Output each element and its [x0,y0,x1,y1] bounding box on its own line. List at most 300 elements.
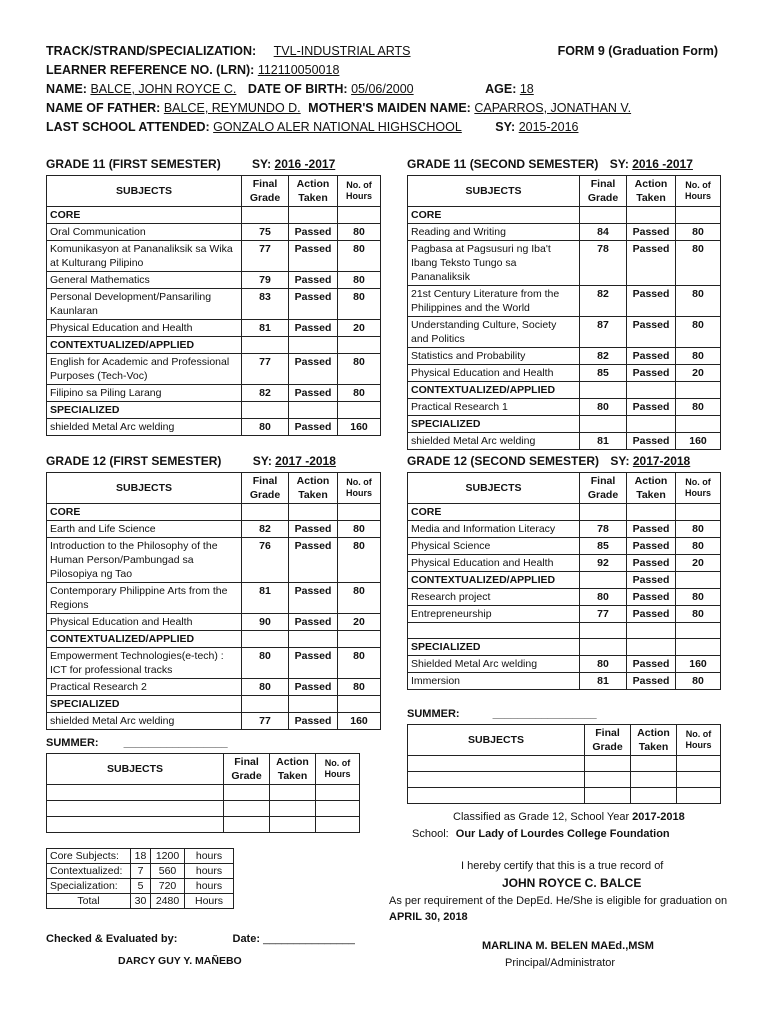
hours-cell: 80 [676,317,721,348]
empty-cell [316,801,360,817]
category-label: CONTEXTUALIZED/APPLIED [47,631,242,648]
hours-cell: 80 [676,224,721,241]
g11s2-heading: GRADE 11 (SECOND SEMESTER) SY: 2016 -2017 [407,157,693,171]
action-taken-header: Action Taken [289,176,338,207]
father-value: BALCE, REYMUNDO D. [163,101,301,115]
action-cell: Passed [289,289,338,320]
grade-cell: 81 [580,673,627,690]
grade-cell: 81 [242,320,289,337]
totals-hours: 1200 [151,849,185,864]
subject-cell: Komunikasyon at Pananaliksik sa Wika at Kulturang Pilipino [47,241,242,272]
subject-cell: Immersion [408,673,580,690]
hours-cell: 80 [676,538,721,555]
totals-label: Specialization: [47,879,131,894]
hours-cell [338,402,381,419]
grade-cell: 76 [242,538,289,583]
header-row [408,176,721,207]
action-cell: Passed [627,521,676,538]
grade-cell: 87 [580,317,627,348]
subject-row [408,589,721,606]
action-taken-header: Action Taken [289,473,338,504]
grade-cell: 80 [580,589,627,606]
action-cell: Passed [289,385,338,402]
grade-cell [580,382,627,399]
action-cell: Passed [627,365,676,382]
action-cell [627,416,676,433]
action-cell [627,639,676,656]
hours-cell: 80 [338,583,381,614]
track-value: TVL-INDUSTRIAL ARTS [273,44,411,58]
hours-cell [338,337,381,354]
subject-row [408,656,721,673]
empty-cell [585,756,631,772]
subject-row [408,286,721,317]
hours-cell: 80 [338,679,381,696]
hours-header: No. of Hours [338,176,381,207]
empty-cell [677,788,721,804]
subjects-header: SUBJECTS [408,176,580,207]
action-cell [627,207,676,224]
hours-cell: 80 [676,241,721,286]
category-row [408,504,721,521]
totals-unit: Hours [185,894,234,909]
grade-cell: 82 [242,385,289,402]
action-cell [289,337,338,354]
empty-cell [408,788,585,804]
action-taken-header: Action Taken [631,725,677,756]
totals-hours: 720 [151,879,185,894]
subject-row [408,673,721,690]
action-cell: Passed [627,317,676,348]
category-row [47,207,381,224]
empty-cell [224,785,270,801]
category-row [408,207,721,224]
subject-row [408,224,721,241]
subject-row [47,648,381,679]
subject-cell: Pagbasa at Pagsusuri ng Iba't Ibang Teksto Tungo sa Pananaliksik [408,241,580,286]
hours-header: No. of Hours [676,473,721,504]
school-classified-line: School: Our Lady of Lourdes College Foundation [412,828,670,840]
header-row [408,725,721,756]
subject-row [408,623,721,639]
grade-cell [580,416,627,433]
category-row [47,504,381,521]
totals-unit: hours [185,849,234,864]
subject-cell: Oral Communication [47,224,242,241]
category-row [408,639,721,656]
category-label: SPECIALIZED [408,639,580,656]
grade-cell [580,572,627,589]
hours-cell: 80 [676,589,721,606]
grade-table-g12-first-semester [46,472,381,730]
hours-cell: 20 [338,614,381,631]
final-grade-header: Final Grade [242,473,289,504]
g12s1-heading: GRADE 12 (FIRST SEMESTER) SY: 2017 -2018 [46,454,336,468]
category-label: CORE [408,207,580,224]
action-cell: Passed [627,572,676,589]
empty-cell [270,817,316,833]
track-line: TRACK/STRAND/SPECIALIZATION: TVL-INDUSTRIAL ARTS [46,44,411,58]
subject-cell: 21st Century Literature from the Philippines and the World [408,286,580,317]
final-grade-header: Final Grade [580,473,627,504]
hours-cell: 80 [338,241,381,272]
grade-cell: 92 [580,555,627,572]
grade-cell: 84 [580,224,627,241]
hours-cell: 160 [338,713,381,730]
category-row [408,382,721,399]
dob-value: 05/06/2000 [351,82,414,96]
category-label: SPECIALIZED [47,402,242,419]
hours-cell: 80 [676,521,721,538]
checked-line: Checked & Evaluated by: Date: _______________ [46,933,355,945]
grade-cell: 81 [242,583,289,614]
totals-label: Total [47,894,131,909]
totals-label: Contextualized: [47,864,131,879]
header-row [47,473,381,504]
summer-table-right [407,724,721,804]
subject-cell: Empowerment Technologies(e-tech) : ICT for professional tracks [47,648,242,679]
subject-row [47,419,381,436]
grade-cell: 80 [242,648,289,679]
hours-header: No. of Hours [676,176,721,207]
summer-empty-row [408,788,721,804]
grade-cell: 77 [242,354,289,385]
name-line: NAME: BALCE, JOHN ROYCE C. DATE OF BIRTH: 05/06/2000 AGE: 18 [46,82,534,96]
subjects-header: SUBJECTS [47,176,242,207]
action-cell [627,623,676,639]
empty-cell [631,788,677,804]
hours-cell: 20 [338,320,381,337]
subject-row [47,272,381,289]
totals-unit: hours [185,864,234,879]
grade-cell: 80 [242,419,289,436]
category-row [47,337,381,354]
subject-cell: shielded Metal Arc welding [47,419,242,436]
totals-count: 7 [131,864,151,879]
empty-cell [316,785,360,801]
grade-cell: 77 [242,713,289,730]
action-cell: Passed [627,589,676,606]
empty-cell [47,801,224,817]
empty-cell [585,772,631,788]
totals-hours: 2480 [151,894,185,909]
action-cell: Passed [289,354,338,385]
certify-line: I hereby certify that this is a true record of [461,860,664,872]
empty-cell [47,817,224,833]
grade-cell: 82 [242,521,289,538]
action-cell: Passed [627,656,676,673]
action-cell: Passed [627,224,676,241]
grade-cell [242,504,289,521]
hours-cell: 80 [338,224,381,241]
subject-row [47,241,381,272]
hours-cell [676,504,721,521]
subject-row [408,555,721,572]
header-row [408,473,721,504]
action-cell: Passed [289,521,338,538]
subject-cell: English for Academic and Professional Purposes (Tech-Voc) [47,354,242,385]
action-cell [289,207,338,224]
summer-empty-row [408,772,721,788]
hours-cell: 20 [676,365,721,382]
category-label: CONTEXTUALIZED/APPLIED [47,337,242,354]
summer-empty-row [47,785,360,801]
hours-cell: 20 [676,555,721,572]
empty-cell [677,756,721,772]
evaluator-name: DARCY GUY Y. MAÑEBO [118,955,242,967]
action-cell: Passed [289,679,338,696]
empty-cell [47,785,224,801]
subject-row [408,399,721,416]
school-value: GONZALO ALER NATIONAL HIGHSCHOOL [213,120,462,134]
summer-empty-row [47,817,360,833]
grade-cell: 80 [242,679,289,696]
hours-cell: 80 [338,648,381,679]
action-cell: Passed [289,272,338,289]
grade-cell: 75 [242,224,289,241]
principal-name: MARLINA M. BELEN MAEd.,MSM [482,940,654,952]
grade-cell [580,639,627,656]
action-cell: Passed [627,348,676,365]
subject-cell: Physical Education and Health [47,614,242,631]
subject-row [408,365,721,382]
subject-row [408,241,721,286]
summer-label-left: SUMMER: _________________ [46,737,228,749]
subject-row [47,614,381,631]
parents-line: NAME OF FATHER: BALCE, REYMUNDO D. MOTHER'S MAIDEN NAME: CAPARROS, JONATHAN V. [46,101,632,115]
category-label: CORE [47,504,242,521]
totals-count: 18 [131,849,151,864]
subject-row [47,538,381,583]
action-cell: Passed [627,399,676,416]
action-cell: Passed [289,241,338,272]
subject-row [47,385,381,402]
category-row [408,416,721,433]
action-cell: Passed [289,224,338,241]
hours-header: No. of Hours [338,473,381,504]
totals-label: Core Subjects: [47,849,131,864]
category-label: SPECIALIZED [47,696,242,713]
subject-row [408,538,721,555]
subject-row [47,521,381,538]
subject-cell: Physical Education and Health [408,365,580,382]
hours-cell [338,504,381,521]
subject-row [408,317,721,348]
requirement-line: As per requirement of the DepEd. He/She is eligible for graduation on [389,895,728,907]
category-label: CORE [408,504,580,521]
subject-cell: Physical Education and Health [47,320,242,337]
grade-cell: 78 [580,241,627,286]
empty-cell [270,785,316,801]
action-cell: Passed [289,583,338,614]
grade-table-g12-second-semester [407,472,721,690]
subject-cell: General Mathematics [47,272,242,289]
action-cell: Passed [289,419,338,436]
hours-cell [338,696,381,713]
action-cell: Passed [289,538,338,583]
category-row [408,572,721,589]
category-row [47,631,381,648]
subject-cell: Media and Information Literacy [408,521,580,538]
action-cell: Passed [627,241,676,286]
subject-cell: Physical Education and Health [408,555,580,572]
g11s1-heading: GRADE 11 (FIRST SEMESTER) SY: 2016 -2017 [46,157,336,171]
grade-cell [242,337,289,354]
grade-cell [580,207,627,224]
subject-cell: Personal Development/Pansariling Kaunlaran [47,289,242,320]
subjects-header: SUBJECTS [408,725,585,756]
header-row [47,754,360,785]
empty-cell [408,756,585,772]
action-cell: Passed [627,538,676,555]
classified-line: Classified as Grade 12, School Year 2017-2018 [453,811,685,823]
action-cell [289,504,338,521]
hours-cell: 80 [338,538,381,583]
subject-cell: shielded Metal Arc welding [408,433,580,450]
empty-cell [316,817,360,833]
hours-cell: 80 [676,348,721,365]
subject-row [47,320,381,337]
lrn-line: LEARNER REFERENCE NO. (LRN): 112110050018 [46,63,340,77]
hours-cell [676,416,721,433]
summer-label-right: SUMMER: _________________ [407,708,597,720]
action-cell [627,382,676,399]
subject-row [47,583,381,614]
hours-cell [676,207,721,224]
subject-cell: Practical Research 2 [47,679,242,696]
subject-cell: Contemporary Philippine Arts from the Regions [47,583,242,614]
lrn-value: 112110050018 [257,63,340,77]
action-cell: Passed [627,433,676,450]
action-cell [289,631,338,648]
subjects-header: SUBJECTS [408,473,580,504]
summer-table-left [46,753,360,833]
subjects-header: SUBJECTS [47,754,224,785]
action-taken-header: Action Taken [627,176,676,207]
hours-cell [338,207,381,224]
category-label: SPECIALIZED [408,416,580,433]
hours-cell [676,572,721,589]
subject-row [47,289,381,320]
empty-cell [631,756,677,772]
action-cell: Passed [627,673,676,690]
hours-cell: 80 [676,286,721,317]
grade-cell: 77 [580,606,627,623]
category-label: CONTEXTUALIZED/APPLIED [408,382,580,399]
name-value: BALCE, JOHN ROYCE C. [90,82,237,96]
grade-cell [580,623,627,639]
subject-cell: Statistics and Probability [408,348,580,365]
hours-cell [676,639,721,656]
empty-cell [224,801,270,817]
grade-cell [242,631,289,648]
subject-cell: Understanding Culture, Society and Politics [408,317,580,348]
subject-row [408,606,721,623]
action-cell [289,402,338,419]
grade-cell: 80 [580,656,627,673]
grade-table-g11-first-semester [46,175,381,436]
final-grade-header: Final Grade [585,725,631,756]
grade-cell [242,207,289,224]
totals-hours: 560 [151,864,185,879]
grade-cell: 81 [580,433,627,450]
student-name: JOHN ROYCE C. BALCE [502,876,642,890]
subject-cell: Filipino sa Piling Larang [47,385,242,402]
action-cell: Passed [289,648,338,679]
grade-cell [242,402,289,419]
school-sy-value: 2015-2016 [518,120,579,134]
empty-cell [270,801,316,817]
subject-row [408,521,721,538]
subject-cell: Practical Research 1 [408,399,580,416]
totals-count: 5 [131,879,151,894]
hours-cell [338,631,381,648]
summer-empty-row [408,756,721,772]
totals-count: 30 [131,894,151,909]
hours-cell: 160 [338,419,381,436]
empty-cell [408,772,585,788]
hours-header: No. of Hours [316,754,360,785]
action-cell: Passed [289,614,338,631]
age-value: 18 [519,82,534,96]
grade-cell: 78 [580,521,627,538]
grade-cell: 80 [580,399,627,416]
grade-cell: 83 [242,289,289,320]
grade-cell: 85 [580,538,627,555]
hours-cell: 80 [338,385,381,402]
totals-unit: hours [185,879,234,894]
subject-cell: Reading and Writing [408,224,580,241]
category-row [47,696,381,713]
subject-cell: Shielded Metal Arc welding [408,656,580,673]
empty-cell [585,788,631,804]
hours-header: No. of Hours [677,725,721,756]
action-cell: Passed [289,320,338,337]
action-cell: Passed [627,606,676,623]
subject-row [408,348,721,365]
action-taken-header: Action Taken [270,754,316,785]
hours-cell: 80 [338,521,381,538]
action-cell: Passed [627,555,676,572]
grade-cell: 77 [242,241,289,272]
hours-cell [676,382,721,399]
category-row [47,402,381,419]
grade-cell: 82 [580,286,627,317]
totals-row [47,894,234,909]
final-grade-header: Final Grade [580,176,627,207]
action-cell: Passed [289,713,338,730]
final-grade-header: Final Grade [224,754,270,785]
subject-cell [408,623,580,639]
hours-cell: 80 [676,399,721,416]
hours-cell: 80 [676,673,721,690]
subject-row [47,224,381,241]
category-label: CORE [47,207,242,224]
hours-cell: 160 [676,656,721,673]
subject-cell: Earth and Life Science [47,521,242,538]
action-cell [289,696,338,713]
principal-title: Principal/Administrator [505,957,616,969]
summer-empty-row [47,801,360,817]
grade-cell: 79 [242,272,289,289]
grade-cell: 82 [580,348,627,365]
totals-row [47,864,234,879]
hours-cell [676,623,721,639]
totals-row [47,879,234,894]
graduation-date: APRIL 30, 2018 [389,911,468,923]
action-cell: Passed [627,286,676,317]
totals-table [46,848,234,909]
